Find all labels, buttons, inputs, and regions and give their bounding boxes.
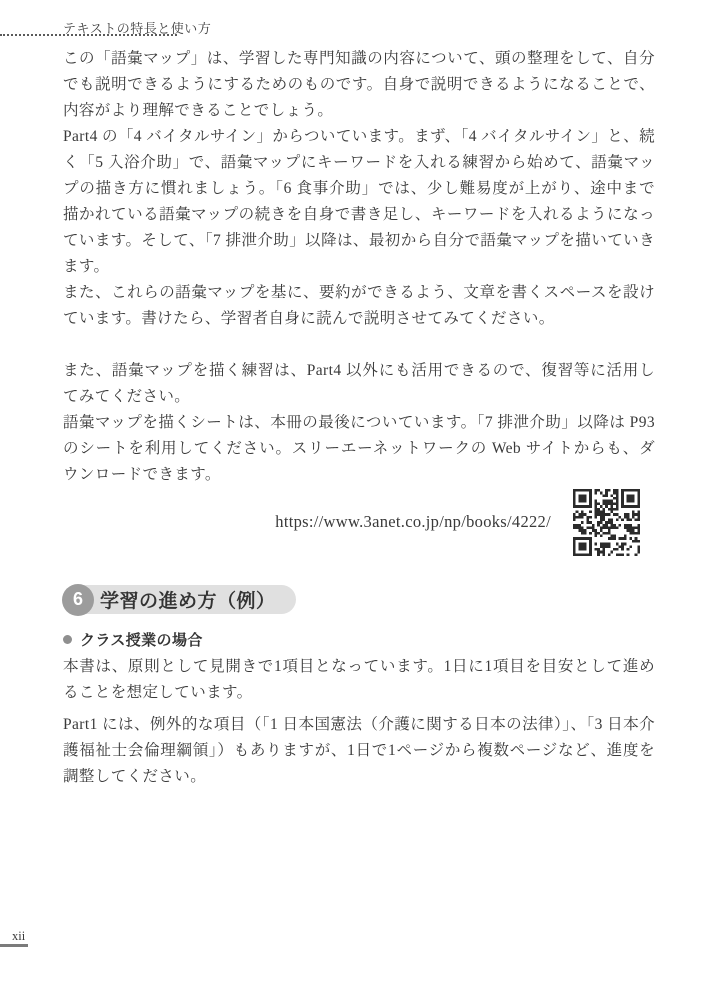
page-content [63, 46, 655, 790]
section-heading-6 [63, 583, 655, 616]
paragraph: 語彙マップを描くシートは、本冊の最後についています。「7 排泄介助」以降は P93 のシートを利用してください。スリーエーネットワークの Web サイトからも、ダウンロードできます。 [63, 414, 655, 483]
paragraph: この「語彙マップ」は、学習した専門知識の内容について、頭の整理をして、自分でも説明できるようにするためのものです。自身で説明できるようになることで、内容がより理解できることでしょう。 [63, 50, 655, 119]
subsection-heading-class [63, 629, 655, 649]
class-lesson-paragraphs [63, 654, 655, 790]
running-header-title: テキストの特長と使い方 [63, 21, 212, 36]
footer-rule [0, 944, 28, 947]
paragraph: また、これらの語彙マップを基に、要約ができるよう、文章を書くスペースを設けています。書けたら、学習者自身に読んで説明させてみてください。 [63, 284, 655, 327]
paragraph: Part4 の「4 バイタルサイン」からついています。まず、「4 バイタルサイン」と、続く「5 入浴介助」で、語彙マップにキーワードを入れる練習から始めて、語彙マップの描き方に慣れましょう。「6 食事介助」では、少し難易度が上がり、途中まで描かれている語彙マップの続きを自身で書き足し、キーワードを入れるようになっています。そして、「7 排泄介助」以降は、最初から自分で語彙マップを描いていきます。 [63, 128, 655, 275]
page-number: xii [12, 929, 26, 943]
section-number-badge: 6 [62, 584, 94, 616]
download-url-link[interactable]: https://www.3anet.co.jp/np/books/4222/ [275, 512, 551, 531]
bullet-icon [63, 635, 72, 644]
section-title: 学習の進め方（例） [100, 591, 276, 612]
section-badge-pill [63, 585, 296, 614]
download-link-row [63, 488, 655, 556]
page-footer [0, 923, 718, 983]
paragraph: また、語彙マップを描く練習は、Part4 以外にも活用できるので、復習等に活用してみてください。 [63, 362, 655, 405]
qr-code-icon [573, 489, 640, 556]
paragraph: Part1 には、例外的な項目（「1 日本国憲法（介護に関する日本の法律）」、「3 日本介護福祉士会倫理綱領」）もありますが、1日で1ページから複数ページなど、進度を調整してください。 [63, 716, 655, 785]
paragraph: 本書は、原則として見開きで1項目となっています。1日に1項目を目安として進めることを想定しています。 [63, 658, 655, 701]
subsection-title: クラス授業の場合 [80, 631, 203, 649]
intro-paragraphs [63, 46, 655, 488]
header-dotted-rule [0, 34, 177, 36]
running-header [0, 0, 718, 40]
